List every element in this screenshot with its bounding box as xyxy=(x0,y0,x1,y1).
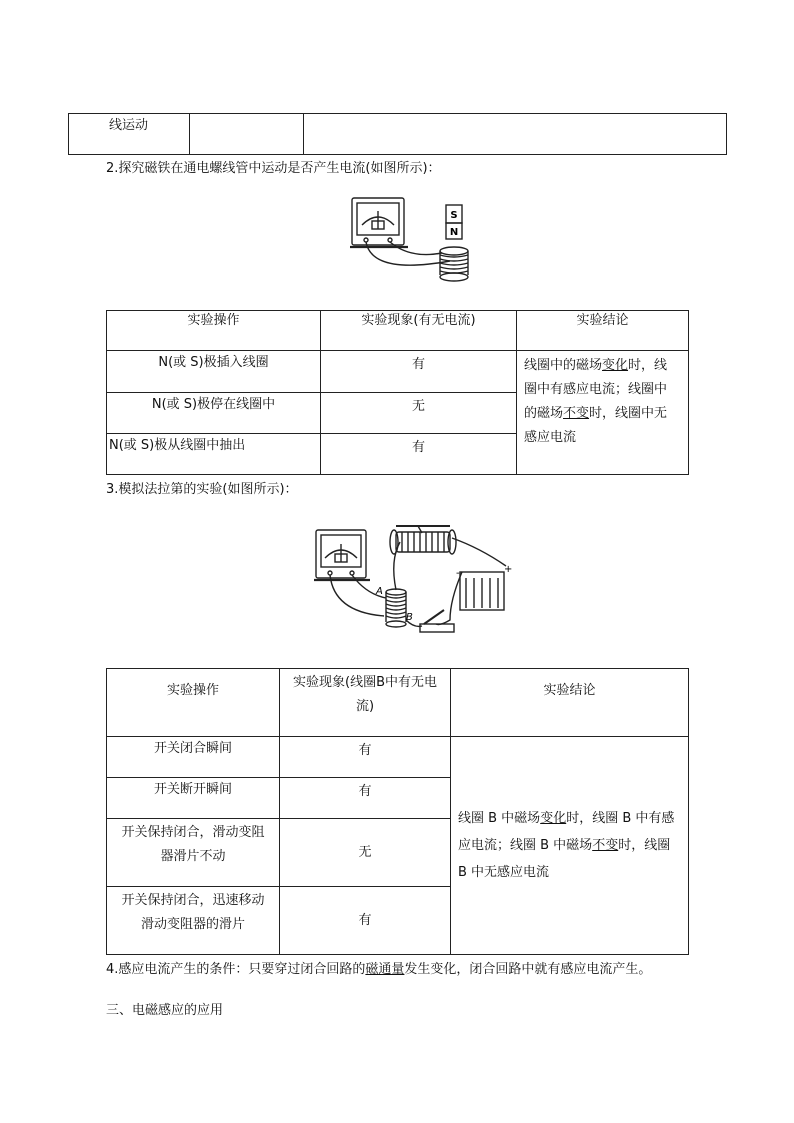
magnet-s-label: S xyxy=(450,210,458,221)
figure-galvanometer-magnet xyxy=(350,195,480,287)
table3-header-operation: 实验操作 xyxy=(107,669,280,737)
conclusion3-text: B 中无感应电流 xyxy=(458,865,550,880)
conclusion2-underline-change: 变化 xyxy=(602,358,629,373)
top-table-cell xyxy=(190,114,304,155)
table3-row3-operation xyxy=(107,819,280,887)
conclusion3-text: 线圈 B 中磁场 xyxy=(458,811,541,826)
conclusion2-underline-unchanged: 不变 xyxy=(563,406,590,421)
table3-row2-phenomenon: 有 xyxy=(280,778,451,819)
experiment-table-3 xyxy=(106,668,689,955)
conclusion2-text: 时，线圈中无 xyxy=(589,406,668,421)
coil-bottom xyxy=(440,273,468,281)
top-table-cell xyxy=(304,114,727,155)
table3-conclusion xyxy=(451,737,689,955)
section-4-text: 4.感应电流产生的条件：只要穿过闭合回路的 xyxy=(106,962,366,977)
wire-battery-minus xyxy=(436,572,462,625)
conclusion3-underline-change: 变化 xyxy=(540,811,567,826)
top-table xyxy=(68,113,727,155)
table2-row2-operation: N(或 S)极停在线圈中 xyxy=(107,393,321,434)
table3-row3-operation-line: 开关保持闭合，滑动变阻 xyxy=(121,825,265,840)
coil-label-a: A xyxy=(376,586,383,597)
battery-minus-label: - xyxy=(456,568,460,579)
conclusion3-underline-unchanged: 不变 xyxy=(592,838,619,853)
table2-row3-phenomenon: 有 xyxy=(321,434,517,475)
conclusion3-text: 时，线圈 B 中有感 xyxy=(566,811,675,826)
table3-header-phenomenon xyxy=(280,669,451,737)
table3-row1-phenomenon: 有 xyxy=(280,737,451,778)
table2-row3-operation: N(或 S)极从线圈中抽出 xyxy=(107,434,321,475)
section-3-heading: 3.模拟法拉第的实验(如图所示)： xyxy=(106,482,298,497)
section-4-text: 发生变化，闭合回路中就有感应电流产生。 xyxy=(404,962,652,977)
table2-header-phenomenon: 实验现象(有无电流) xyxy=(321,311,517,351)
conclusion2-text: 圈中有感应电流；线圈中 xyxy=(524,382,668,397)
table3-header-phenomenon-line: 实验现象(线圈B中有无电 xyxy=(293,675,437,690)
magnet-n-label: N xyxy=(449,227,459,238)
section-4-underline-flux: 磁通量 xyxy=(365,962,405,977)
coil-label-b: B xyxy=(406,612,413,623)
rheostat-coil xyxy=(396,532,450,552)
section-4-condition xyxy=(106,958,651,977)
figure-faraday-experiment xyxy=(310,520,520,642)
conclusion3-text: 时，线圈 xyxy=(618,838,671,853)
table2-row2-phenomenon: 无 xyxy=(321,393,517,434)
table3-row4-operation xyxy=(107,887,280,955)
table3-row3-phenomenon: 无 xyxy=(280,819,451,887)
table3-header-conclusion: 实验结论 xyxy=(451,669,689,737)
conclusion2-text: 时，线 xyxy=(628,358,668,373)
table3-row2-operation: 开关断开瞬间 xyxy=(107,778,280,819)
table3-row4-phenomenon: 有 xyxy=(280,887,451,955)
table3-row4-operation-line: 滑动变阻器的滑片 xyxy=(140,917,245,932)
top-table-cell-text: 线运动 xyxy=(109,118,149,133)
wire-battery-plus xyxy=(452,538,506,566)
table2-row1-phenomenon: 有 xyxy=(321,351,517,393)
wire-2 xyxy=(390,242,442,255)
conclusion2-text: 线圈中的磁场 xyxy=(524,358,603,373)
conclusion2-text: 感应电流 xyxy=(524,430,577,445)
section-2-heading: 2.探究磁铁在通电螺线管中运动是否产生电流(如图所示)： xyxy=(106,161,441,176)
battery-plus-label: + xyxy=(504,564,513,575)
table3-row4-operation-line: 开关保持闭合，迅速移动 xyxy=(121,893,265,908)
table3-header-phenomenon-line: 流) xyxy=(355,699,375,714)
coil-top xyxy=(440,247,468,255)
table3-row3-operation-line: 器滑片不动 xyxy=(160,849,226,864)
table3-row1-operation: 开关闭合瞬间 xyxy=(107,737,280,778)
switch-lever xyxy=(424,610,444,624)
section-heading-applications: 三、电磁感应的应用 xyxy=(106,1003,224,1018)
table2-row1-operation: N(或 S)极插入线圈 xyxy=(107,351,321,393)
conclusion2-text: 的磁场 xyxy=(524,406,564,421)
conclusion3-text: 应电流；线圈 B 中磁场 xyxy=(458,838,593,853)
switch-base xyxy=(420,624,454,632)
table2-conclusion xyxy=(517,351,689,475)
experiment-table-2 xyxy=(106,310,689,475)
table2-header-conclusion: 实验结论 xyxy=(517,311,689,351)
top-table-cell xyxy=(69,114,190,155)
table2-header-operation: 实验操作 xyxy=(107,311,321,351)
coil-b-bottom xyxy=(386,621,406,627)
